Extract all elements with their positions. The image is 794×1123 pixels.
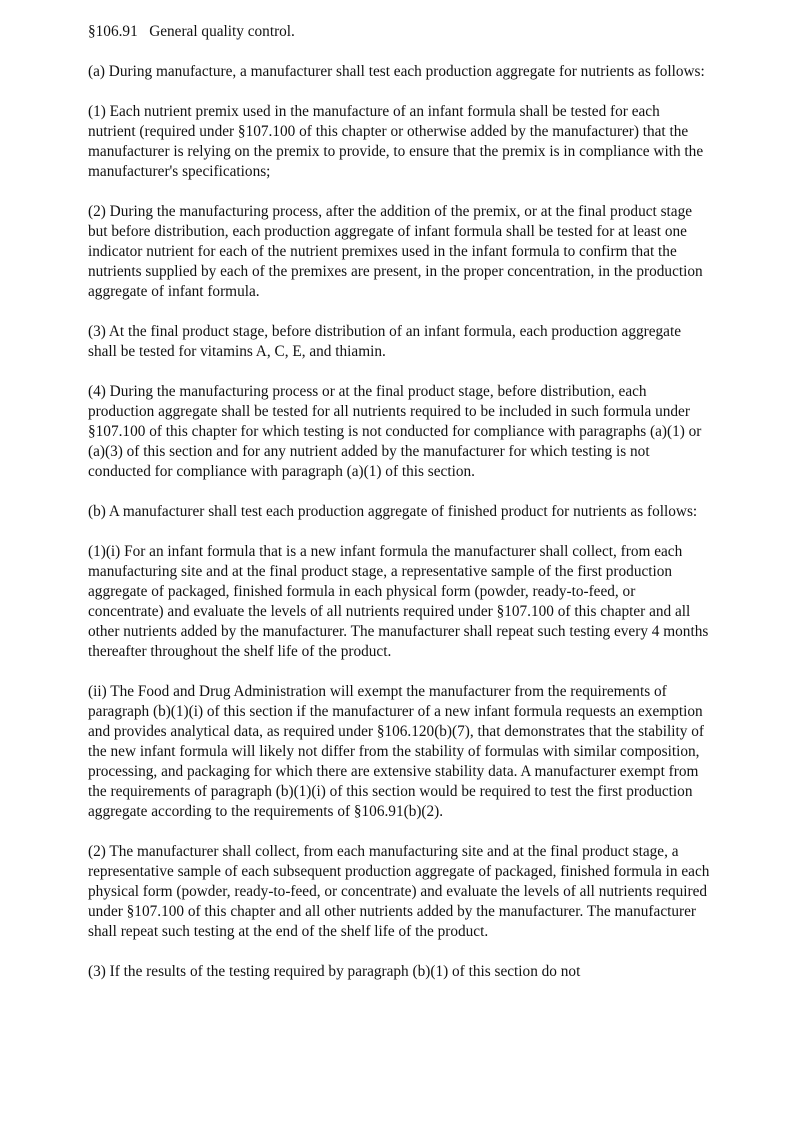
paragraph-b-1-i: (1)(i) For an infant formula that is a new infant formula the manufacturer shall collect, from each manufacturing site and at the final product stage, a representative sample of the first production aggregate of packaged, finished formula in each physical form (powder, ready-to-feed, or concentrate) and evaluate the levels of all nutrients required under §107.100 of this chapter and all other nutrients added by the manufacturer. The manufacturer shall repeat such testing every 4 months thereafter throughout the shelf life of the product. [88, 543, 709, 660]
document-page [88, 22, 710, 1002]
section-heading: §106.91 General quality control. [88, 23, 295, 40]
paragraph-a-4: (4) During the manufacturing process or at the final product stage, before distribution, each production aggregate shall be tested for all nutrients required to be included in such formula under §107.100 of this chapter for which testing is not conducted for compliance with paragraphs (a)(1) or (a)(3) of this section and for any nutrient added by the manufacturer for which testing is not conducted for compliance with paragraph (a)(1) of this section. [88, 383, 702, 480]
paragraph-b: (b) A manufacturer shall test each production aggregate of finished product for nutrients as follows: [88, 503, 698, 520]
paragraph-a: (a) During manufacture, a manufacturer shall test each production aggregate for nutrients as follows: [88, 63, 705, 80]
paragraph-a-3: (3) At the final product stage, before distribution of an infant formula, each production aggregate shall be tested for vitamins A, C, E, and thiamin. [88, 323, 681, 360]
paragraph-b-1-ii: (ii) The Food and Drug Administration will exempt the manufacturer from the requirements of paragraph (b)(1)(i) of this section if the manufacturer of a new infant formula requests an exemption and provides analytical data, as required under §106.120(b)(7), that demonstrates that the stability of the new infant formula will likely not differ from the stability of formulas with similar composition, processing, and packaging for which there are extensive stability data. A manufacturer exempt from the requirements of paragraph (b)(1)(i) of this section would be required to test the first production aggregate according to the requirements of §106.91(b)(2). [88, 683, 704, 820]
paragraph-b-2: (2) The manufacturer shall collect, from each manufacturing site and at the final product stage, a representative sample of each subsequent production aggregate of packaged, finished formula in each physical form (powder, ready-to-feed, or concentrate) and evaluate the levels of all nutrients required under §107.100 of this chapter and all other nutrients added by the manufacturer. The manufacturer shall repeat such testing at the end of the shelf life of the product. [88, 843, 710, 940]
paragraph-b-3: (3) If the results of the testing required by paragraph (b)(1) of this section do not [88, 963, 581, 980]
paragraph-a-1: (1) Each nutrient premix used in the manufacture of an infant formula shall be tested for each nutrient (required under §107.100 of this chapter or otherwise added by the manufacturer) that the manufacturer is relying on the premix to provide, to ensure that the premix is in compliance with the manufacturer's specifications; [88, 103, 704, 180]
paragraph-a-2: (2) During the manufacturing process, after the addition of the premix, or at the final product stage but before distribution, each production aggregate of infant formula shall be tested for at least one indicator nutrient for each of the nutrient premixes used in the infant formula to confirm that the nutrients supplied by each of the premixes are present, in the proper concentration, in the production aggregate of infant formula. [88, 203, 703, 300]
